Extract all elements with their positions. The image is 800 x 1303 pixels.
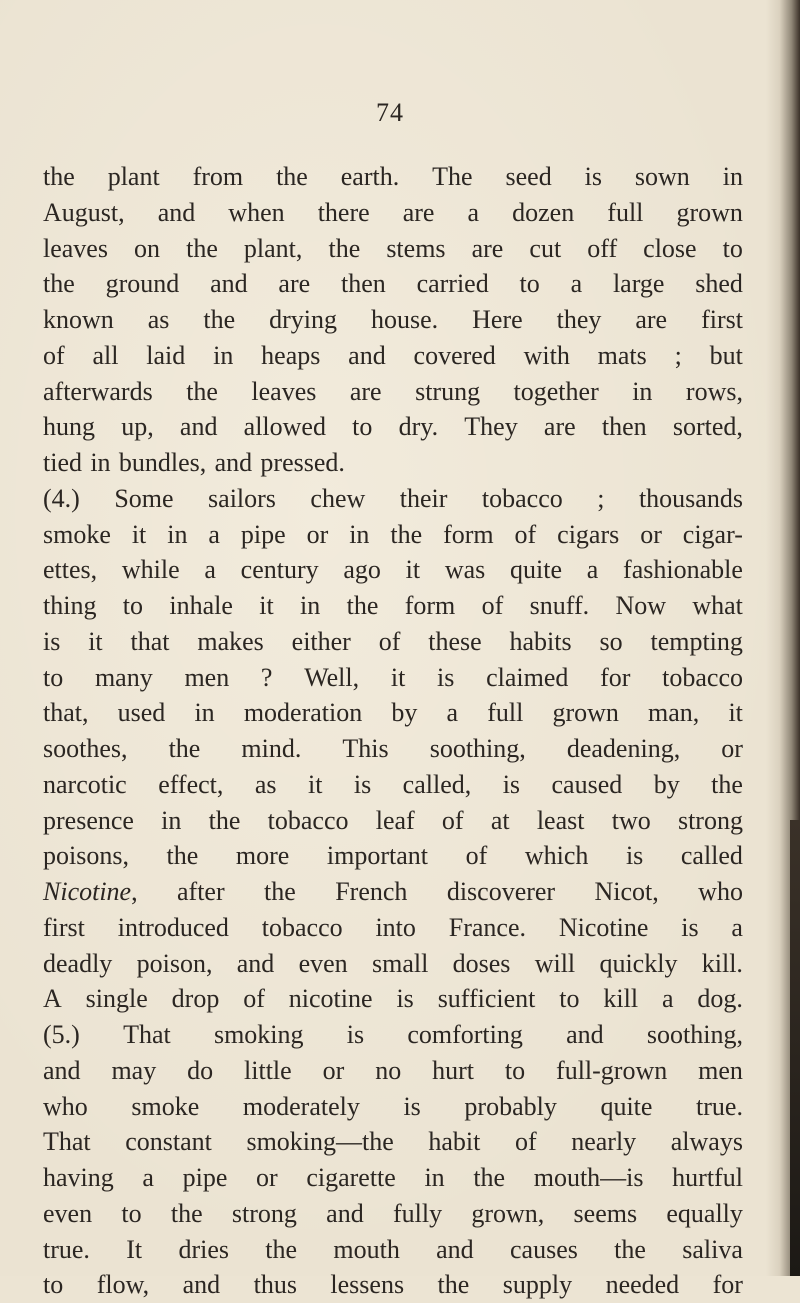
- text-line: smoke it in a pipe or in the form of cigars or cigar-: [43, 519, 743, 549]
- text-line: hung up, and allowed to dry. They are then sorted,: [43, 412, 743, 442]
- text-line: (4.) Some sailors chew their tobacco ; thousands: [43, 483, 743, 513]
- text-line: that, used in moderation by a full grown man, it: [43, 698, 743, 728]
- text-line: deadly poison, and even small doses will quickly kill.: [43, 948, 743, 978]
- text-line: and may do little or no hurt to full-grown men: [43, 1055, 743, 1085]
- body-text: [43, 159, 743, 1303]
- text-line: even to the strong and fully grown, seems equally: [43, 1198, 743, 1228]
- text-line: leaves on the plant, the stems are cut off close to: [43, 233, 743, 263]
- text-line: who smoke moderately is probably quite true.: [43, 1091, 743, 1121]
- text-line: thing to inhale it in the form of snuff. Now what: [43, 591, 743, 620]
- text-line: tied in bundles, and pressed.: [43, 448, 345, 477]
- text-line: soothes, the mind. This soothing, deadening, or: [43, 734, 743, 763]
- text-line: Nicotine, after the French discoverer Nicot, who: [43, 877, 743, 906]
- text-line: is it that makes either of these habits so tempting: [43, 626, 743, 656]
- page-edge-binding: [790, 820, 800, 1276]
- text-line: true. It dries the mouth and causes the saliva: [43, 1234, 743, 1264]
- text-line: the ground and are then carried to a large shed: [43, 269, 743, 299]
- page-number: 74: [376, 98, 404, 127]
- text-line: A single drop of nicotine is sufficient to kill a dog.: [43, 984, 743, 1014]
- text-line: August, and when there are a dozen full grown: [43, 197, 743, 227]
- text-line: narcotic effect, as it is called, is caused by the: [43, 769, 743, 799]
- text-line: to many men ? Well, it is claimed for tobacco: [43, 662, 743, 692]
- text-line: poisons, the more important of which is called: [43, 841, 743, 871]
- text-line: having a pipe or cigarette in the mouth—is hurtful: [43, 1163, 743, 1192]
- text-line: afterwards the leaves are strung together in rows,: [43, 376, 743, 406]
- text-line: presence in the tobacco leaf of at least two strong: [43, 805, 743, 835]
- text-line: known as the drying house. Here they are first: [43, 305, 743, 334]
- text-line: of all laid in heaps and covered with mats ; but: [43, 340, 743, 370]
- text-line: (5.) That smoking is comforting and soothing,: [43, 1020, 743, 1049]
- text-line: ettes, while a century ago it was quite a fashionable: [43, 555, 743, 585]
- text-line: to flow, and thus lessens the supply needed for: [43, 1270, 743, 1300]
- text-line: first introduced tobacco into France. Nicotine is a: [43, 912, 743, 942]
- text-line: That constant smoking—the habit of nearly always: [43, 1127, 743, 1157]
- text-line: the plant from the earth. The seed is sown in: [43, 162, 743, 191]
